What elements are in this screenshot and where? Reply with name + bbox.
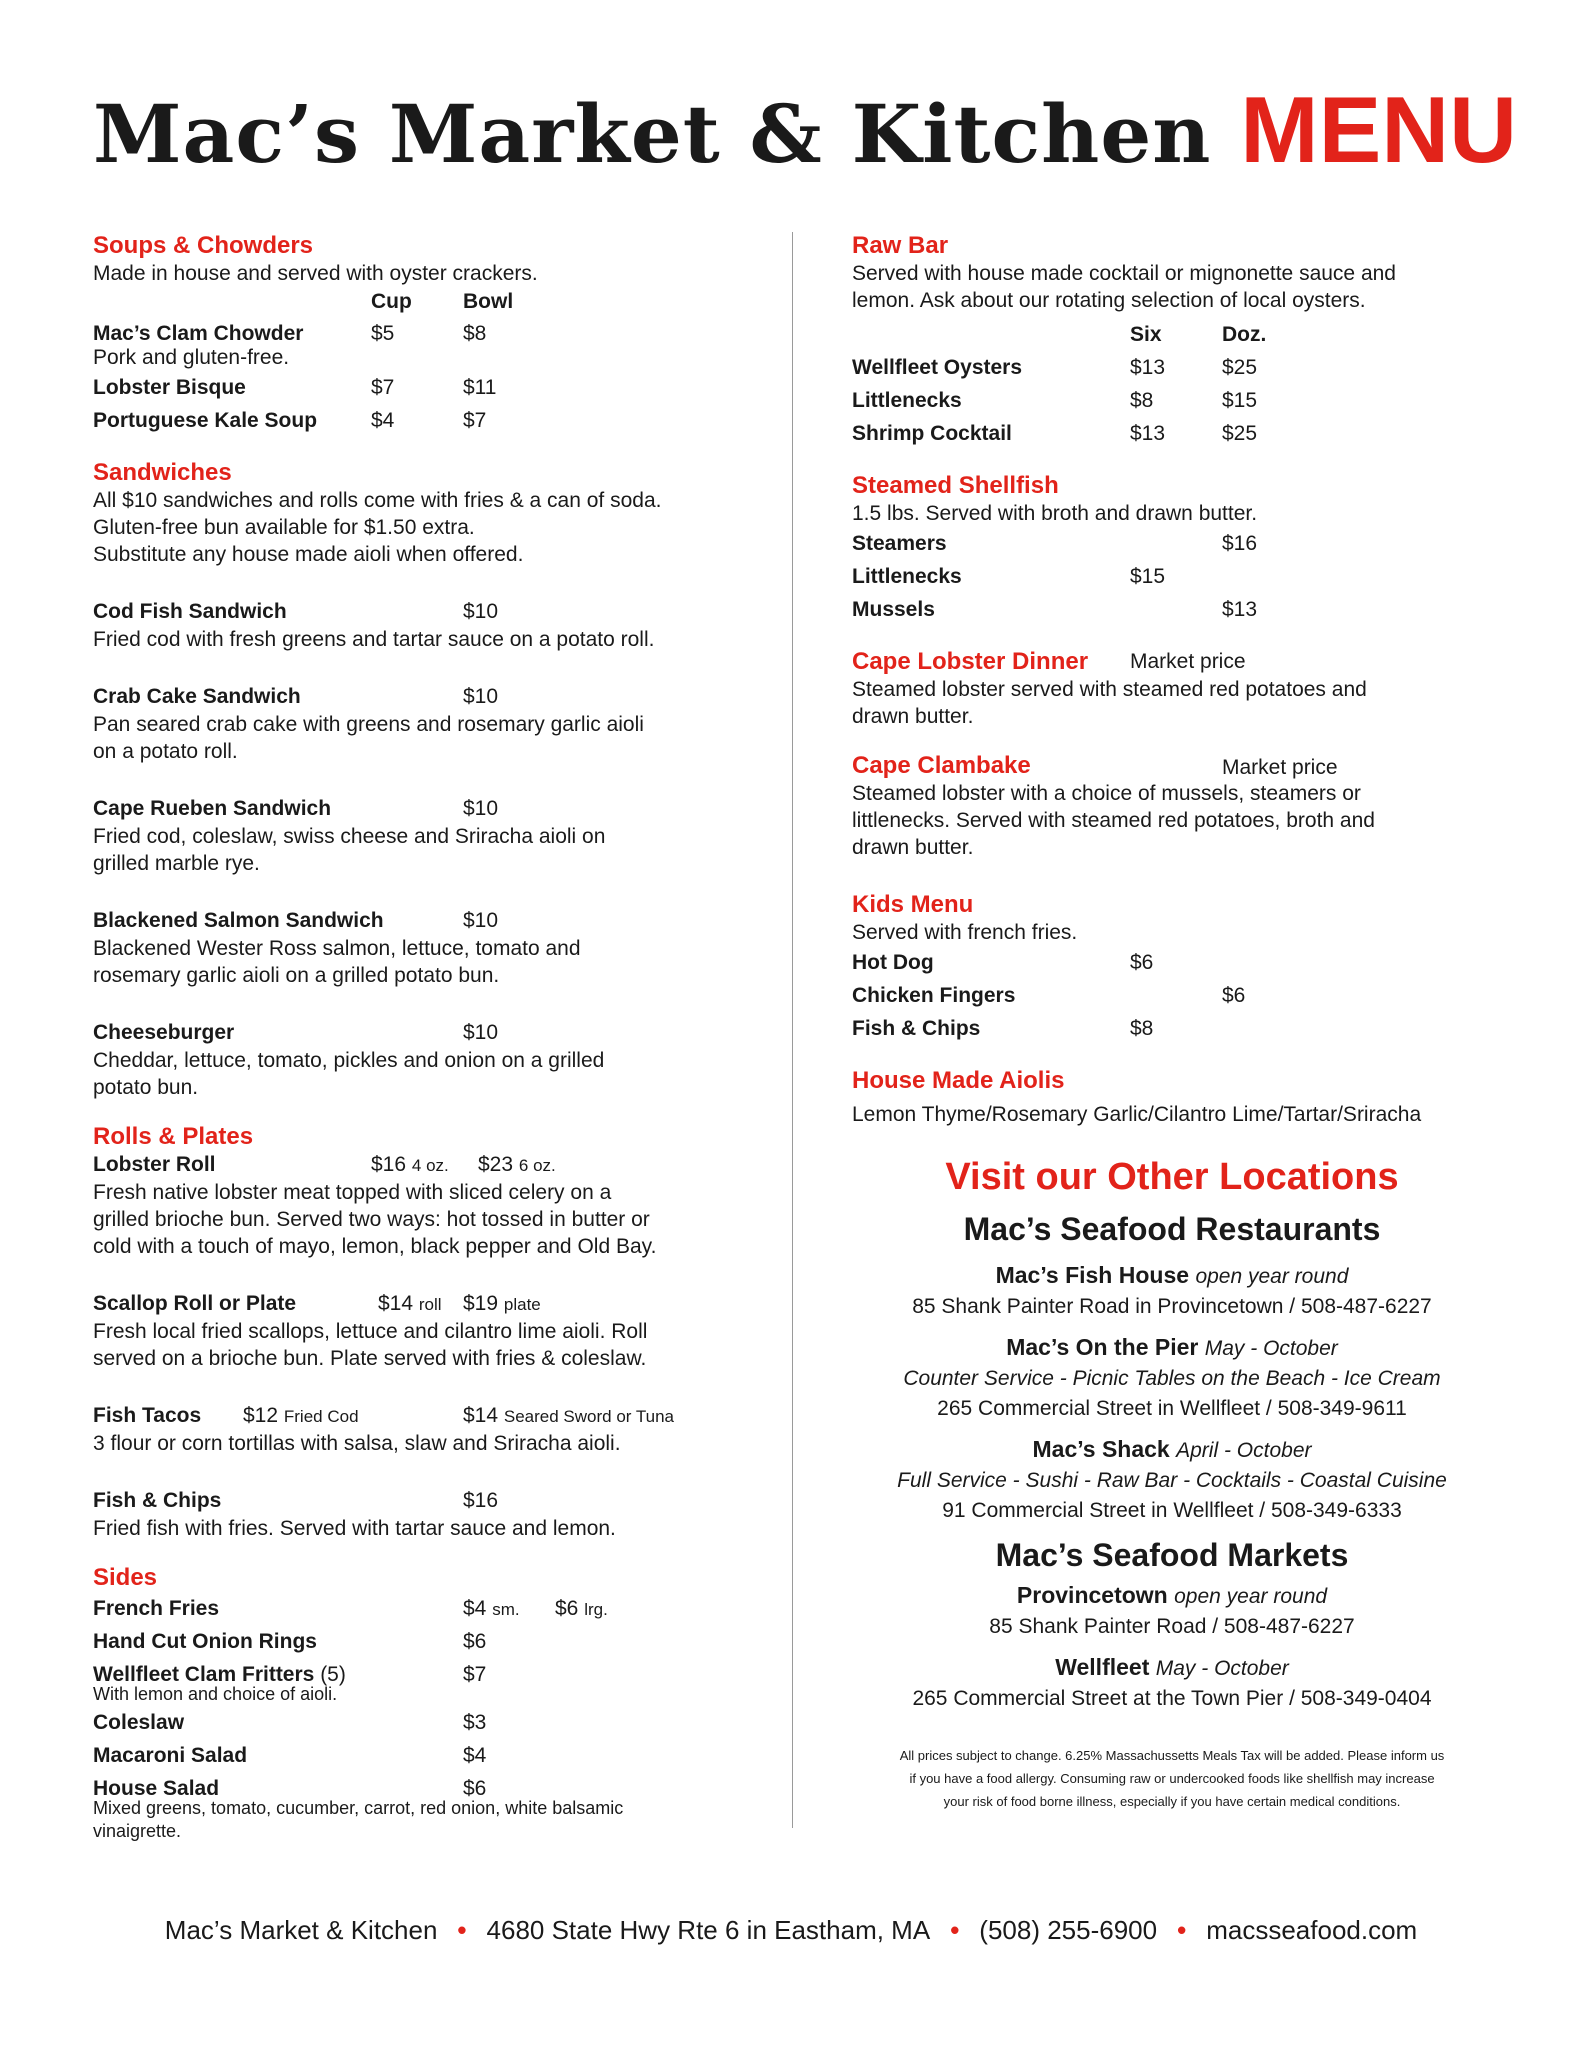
section-desc-line: drawn butter. (852, 836, 974, 859)
col-dozen: Doz. (1222, 323, 1267, 346)
menu-item (93, 795, 743, 823)
menu-item (852, 1012, 1492, 1045)
item-desc: served on a brioche bun. Plate served with fries & coleslaw. (93, 1347, 647, 1370)
item-name: Macaroni Salad (93, 1744, 248, 1767)
section-desc-line: drawn butter. (852, 705, 974, 728)
footer-phone: (508) 255-6900 (979, 1915, 1158, 1945)
item-name: Blackened Salmon Sandwich (93, 909, 384, 932)
section-desc-line: Substitute any house made aioli when offered. (93, 543, 524, 566)
item-price-large: $6 lrg. (555, 1597, 608, 1620)
item-name: Crab Cake Sandwich (93, 685, 301, 708)
red-bullet-icon: • (950, 1915, 960, 1945)
location-services: Full Service - Sushi - Raw Bar - Cocktails - Coastal Cuisine (897, 1469, 1447, 1492)
menu-item (93, 907, 743, 935)
location-services: Counter Service - Picnic Tables on the Beach - Ice Cream (903, 1367, 1441, 1390)
col-bowl: Bowl (463, 290, 514, 313)
item-desc: Fresh native lobster meat topped with sliced celery on a (93, 1181, 612, 1204)
column-divider (792, 232, 793, 1828)
section-title: House Made Aiolis (852, 1067, 1065, 1094)
item-price: $13 (1222, 598, 1258, 621)
section-title: Steamed Shellfish (852, 472, 1059, 499)
item-price-small: $16 4 oz. (371, 1153, 449, 1176)
item-note: Mixed greens, tomato, cucumber, carrot, red onion, white balsamic (93, 1798, 624, 1818)
menu-item (93, 1487, 743, 1515)
restaurants-title: Mac’s Seafood Restaurants (963, 1211, 1381, 1247)
item-price: $16 (463, 1489, 499, 1512)
menu-item (93, 1706, 743, 1739)
section-title: Rolls & Plates (93, 1123, 254, 1150)
section-title: Soups & Chowders (93, 232, 314, 259)
fine-print-line: if you have a food allergy. Consuming raw or undercooked foods like shellfish may increase (909, 1771, 1435, 1786)
locations-title: Visit our Other Locations (945, 1156, 1399, 1198)
menu-item (852, 560, 1492, 593)
section-clambake (852, 752, 1492, 861)
item-name: Chicken Fingers (852, 984, 1016, 1007)
section-aiolis (852, 1067, 1492, 1128)
item-price-cod: $12 Fried Cod (243, 1404, 359, 1427)
section-soups (93, 232, 743, 437)
menu-item (93, 598, 743, 626)
item-price-cup: $4 (371, 409, 395, 432)
footer-website[interactable]: macsseafood.com (1206, 1915, 1418, 1945)
item-name: Lobster Bisque (93, 376, 246, 399)
item-name: Scallop Roll or Plate (93, 1292, 297, 1315)
title-accent: MENU (1240, 77, 1518, 182)
section-steamed-shellfish (852, 472, 1492, 626)
item-name-group: Wellfleet Clam Fritters (5) (93, 1663, 346, 1686)
item-name: Cod Fish Sandwich (93, 600, 287, 623)
menu-item (93, 1658, 743, 1691)
item-note: vinaigrette. (93, 1821, 182, 1841)
menu-item (93, 1739, 743, 1772)
location-address: 91 Commercial Street in Wellfleet / 508-349-6333 (942, 1499, 1402, 1522)
item-price-bowl: $8 (463, 322, 487, 345)
footer (0, 1912, 1582, 1948)
item-name: Mussels (852, 598, 935, 621)
item-desc: Fried fish with fries. Served with tartar sauce and lemon. (93, 1517, 616, 1540)
menu-item (852, 417, 1492, 450)
item-desc: rosemary garlic aioli on a grilled potato bun. (93, 964, 500, 987)
item-desc: potato bun. (93, 1076, 199, 1099)
item-price: $6 (463, 1777, 487, 1800)
col-cup: Cup (371, 290, 412, 313)
red-bullet-icon: • (457, 1915, 467, 1945)
item-price: $4 (463, 1744, 487, 1767)
item-name: Mac’s Clam Chowder (93, 322, 304, 345)
menu-item (93, 1625, 743, 1658)
location-address: 85 Shank Painter Road / 508-487-6227 (989, 1615, 1355, 1638)
menu-item (852, 384, 1492, 417)
item-name: House Salad (93, 1777, 220, 1800)
item-price: $15 (1130, 565, 1166, 588)
item-name: Littlenecks (852, 389, 962, 412)
item-price: $10 (463, 600, 499, 623)
menu-item (93, 404, 743, 437)
item-price-small: $4 sm. (463, 1597, 520, 1620)
item-desc: Pan seared crab cake with greens and rosemary garlic aioli (93, 713, 644, 736)
fine-print-line: All prices subject to change. 6.25% Massachussetts Meals Tax will be added. Please inform us (899, 1748, 1445, 1763)
item-price-dozen: $15 (1222, 389, 1258, 412)
section-header (852, 752, 1492, 780)
item-price-six: $8 (1130, 389, 1154, 412)
item-name: Fish & Chips (852, 1017, 981, 1040)
item-desc: Fried cod, coleslaw, swiss cheese and Sriracha aioli on (93, 825, 606, 848)
item-price: $6 (1130, 951, 1154, 974)
item-price: $10 (463, 685, 499, 708)
item-name: Cape Rueben Sandwich (93, 797, 332, 820)
section-title: Sandwiches (93, 459, 232, 486)
section-desc: Made in house and served with oyster crackers. (93, 262, 538, 285)
menu-item (93, 1402, 743, 1430)
item-desc: grilled brioche bun. Served two ways: hot tossed in butter or (93, 1208, 650, 1231)
item-name: Cheeseburger (93, 1021, 235, 1044)
menu-item (852, 946, 1492, 979)
section-title: Raw Bar (852, 232, 949, 259)
item-name: Shrimp Cocktail (852, 422, 1012, 445)
left-column (93, 232, 743, 1843)
item-name: Portuguese Kale Soup (93, 409, 318, 432)
footer-address: 4680 State Hwy Rte 6 in Eastham, MA (486, 1915, 931, 1945)
title-main: Mac’s Market & Kitchen (93, 87, 1212, 181)
item-price: $10 (463, 909, 499, 932)
menu-item (93, 1592, 743, 1625)
item-note: Pork and gluten-free. (93, 346, 290, 369)
menu-item (93, 317, 743, 350)
section-desc-line: Served with house made cocktail or mignonette sauce and (852, 262, 1396, 285)
location-name: Wellfleet May - October (1055, 1654, 1289, 1680)
page-title (93, 77, 1518, 182)
section-header (852, 648, 1492, 676)
fine-print-line: your risk of food borne illness, especially if you have certain medical conditions. (943, 1794, 1401, 1809)
section-desc-line: lemon. Ask about our rotating selection of local oysters. (852, 289, 1366, 312)
section-desc: 1.5 lbs. Served with broth and drawn butter. (852, 502, 1258, 525)
item-desc: Blackened Wester Ross salmon, lettuce, tomato and (93, 937, 581, 960)
item-name: Fish Tacos (93, 1404, 202, 1427)
markets-title: Mac’s Seafood Markets (995, 1537, 1349, 1573)
item-price-six: $13 (1130, 422, 1166, 445)
right-column (852, 232, 1492, 1813)
item-price-roll: $14 roll (378, 1292, 442, 1315)
section-desc-line: Steamed lobster served with steamed red potatoes and (852, 678, 1367, 701)
item-name: Steamers (852, 532, 947, 555)
section-desc-line: Steamed lobster with a choice of mussels, steamers or (852, 782, 1361, 805)
section-title: Cape Lobster Dinner (852, 648, 1089, 675)
locations (852, 1154, 1492, 1813)
item-price-bowl: $11 (463, 376, 497, 399)
location-name: Provincetown open year round (1016, 1582, 1328, 1608)
section-sides (93, 1564, 743, 1843)
item-price: Market price (1222, 756, 1338, 779)
item-price-sword: $14 Seared Sword or Tuna (463, 1404, 674, 1427)
item-price: $10 (463, 797, 499, 820)
section-title: Kids Menu (852, 891, 974, 918)
item-price: $6 (1222, 984, 1246, 1007)
price-header (93, 287, 743, 317)
item-price: Market price (1130, 650, 1246, 673)
price-header (852, 318, 1492, 351)
item-price-dozen: $25 (1222, 356, 1258, 379)
section-raw-bar (852, 232, 1492, 450)
section-rolls (93, 1123, 743, 1542)
item-price: $6 (463, 1630, 487, 1653)
item-name: Fish & Chips (93, 1489, 222, 1512)
section-sandwiches (93, 459, 743, 1101)
menu-item (852, 593, 1492, 626)
menu-item (93, 1019, 743, 1047)
section-title: Sides (93, 1564, 158, 1591)
menu-item (93, 683, 743, 711)
item-note: With lemon and choice of aioli. (93, 1684, 338, 1704)
item-name: Hot Dog (852, 951, 934, 974)
item-desc: 3 flour or corn tortillas with salsa, slaw and Sriracha aioli. (93, 1432, 621, 1455)
item-price-six: $13 (1130, 356, 1166, 379)
aioli-list: Lemon Thyme/Rosemary Garlic/Cilantro Lime/Tartar/Sriracha (852, 1103, 1422, 1126)
section-desc-line: All $10 sandwiches and rolls come with fries & a can of soda. (93, 489, 662, 512)
item-price: $3 (463, 1711, 487, 1734)
item-price-cup: $5 (371, 322, 395, 345)
fine-print (852, 1744, 1492, 1813)
item-name: French Fries (93, 1597, 220, 1620)
footer-name: Mac’s Market & Kitchen (164, 1915, 438, 1945)
menu-item (93, 371, 743, 404)
item-price-large: $23 6 oz. (478, 1153, 556, 1176)
item-price: $8 (1130, 1017, 1154, 1040)
location-address: 265 Commercial Street in Wellfleet / 508-349-9611 (937, 1397, 1407, 1420)
menu-item (852, 351, 1492, 384)
item-name: Hand Cut Onion Rings (93, 1630, 317, 1653)
section-title: Cape Clambake (852, 752, 1031, 779)
section-desc-line: littlenecks. Served with steamed red potatoes, broth and (852, 809, 1375, 832)
item-price-cup: $7 (371, 376, 395, 399)
col-six: Six (1130, 323, 1162, 346)
item-name: Wellfleet Oysters (852, 356, 1023, 379)
item-desc: Cheddar, lettuce, tomato, pickles and onion on a grilled (93, 1049, 605, 1072)
item-price: $16 (1222, 532, 1258, 555)
item-name: Lobster Roll (93, 1153, 216, 1176)
item-desc: on a potato roll. (93, 740, 238, 763)
location-name: Mac’s Shack April - October (1032, 1436, 1312, 1462)
menu-item (852, 979, 1492, 1012)
menu-item (93, 1151, 743, 1179)
item-price-dozen: $25 (1222, 422, 1258, 445)
menu-item (852, 527, 1492, 560)
item-price: $10 (463, 1021, 499, 1044)
menu-item (93, 1290, 743, 1318)
location-name: Mac’s On the Pier May - October (1006, 1334, 1338, 1360)
item-desc: cold with a touch of mayo, lemon, black pepper and Old Bay. (93, 1235, 657, 1258)
item-price: $7 (463, 1663, 487, 1686)
item-desc: Fresh local fried scallops, lettuce and cilantro lime aioli. Roll (93, 1320, 648, 1343)
section-desc: Served with french fries. (852, 921, 1078, 944)
location-name: Mac’s Fish House open year round (995, 1262, 1349, 1288)
section-desc-line: Gluten-free bun available for $1.50 extra. (93, 516, 475, 539)
item-desc: grilled marble rye. (93, 852, 260, 875)
item-price-bowl: $7 (463, 409, 487, 432)
item-name: Coleslaw (93, 1711, 185, 1734)
menu-item (93, 1772, 743, 1805)
item-name: Littlenecks (852, 565, 962, 588)
item-price-plate: $19 plate (463, 1292, 541, 1315)
section-lobster-dinner (852, 648, 1492, 730)
item-desc: Fried cod with fresh greens and tartar sauce on a potato roll. (93, 628, 655, 651)
red-bullet-icon: • (1177, 1915, 1187, 1945)
section-kids-menu (852, 891, 1492, 1045)
location-address: 85 Shank Painter Road in Provincetown / 508-487-6227 (912, 1295, 1432, 1318)
location-address: 265 Commercial Street at the Town Pier / 508-349-0404 (912, 1687, 1432, 1710)
